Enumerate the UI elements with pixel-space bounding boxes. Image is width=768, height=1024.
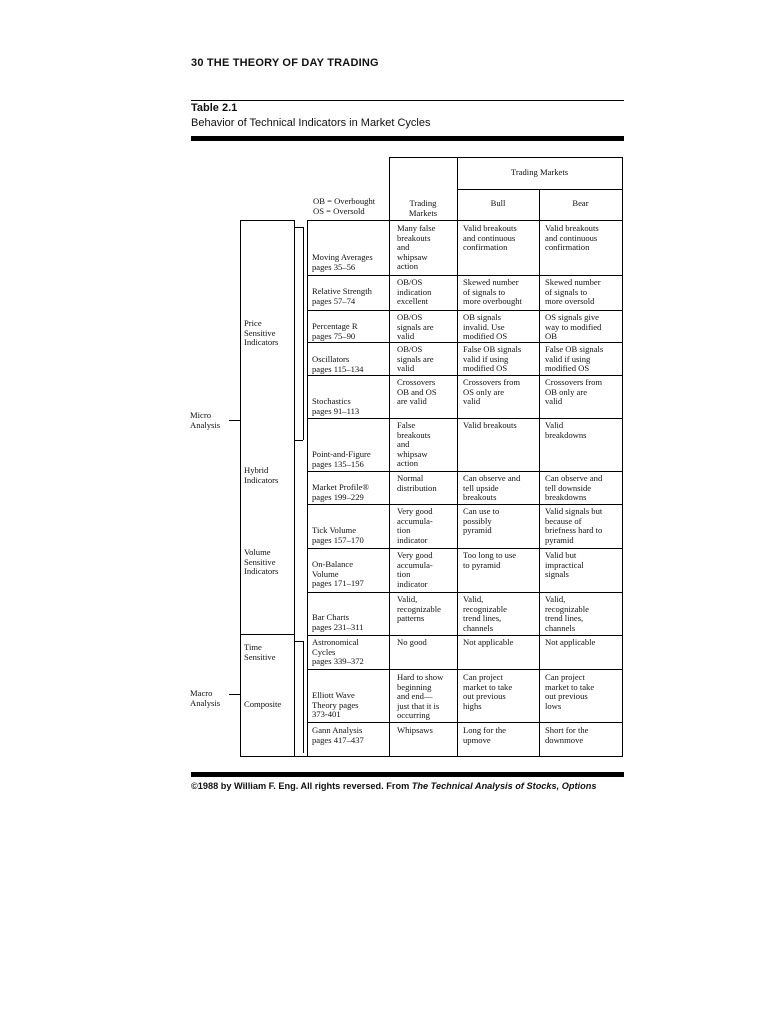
trading-markets-group-header: Trading Markets: [510, 167, 569, 177]
cell-bear: Short for the downmove: [545, 725, 589, 745]
cell-bull: Crossovers from OS only are valid: [463, 377, 521, 407]
cell-bear: Can project market to take out previous lows: [545, 672, 595, 711]
source-credit: [191, 781, 631, 791]
table-title: Behavior of Technical Indicators in Market Cycles: [191, 117, 431, 129]
hybrid-indicators-label: Hybrid Indicators: [244, 465, 279, 485]
ob-os-legend: OB = Overbought OS = Oversold: [313, 196, 376, 216]
cell-trading: False breakouts and whipsaw action: [397, 420, 431, 469]
cell-trading: Crossovers OB and OS are valid: [397, 377, 437, 407]
cell-trading: Very good accumula- tion indicator: [397, 550, 433, 589]
trading-markets-column-header: Trading Markets: [408, 198, 438, 218]
cell-bull: Can observe and tell upside breakouts: [463, 473, 521, 503]
bear-column-header: Bear: [572, 198, 589, 208]
cell-bear: Valid, recognizable trend lines, channels: [545, 594, 589, 633]
table-number: Table 2.1: [191, 102, 238, 114]
cell-trading: Many false breakouts and whipsaw action: [397, 223, 436, 272]
indicator-point-and-figure: Point-and-Figure pages 135–156: [312, 449, 371, 469]
cell-bear: Not applicable: [545, 637, 596, 647]
cell-bear: Can observe and tell downside breakdowns: [545, 473, 603, 503]
bull-column-header: Bull: [490, 198, 506, 208]
indicator-relative-strength: Relative Strength pages 57–74: [312, 286, 372, 306]
cell-trading: OB/OS signals are valid: [397, 344, 434, 374]
cell-trading: Very good accumula- tion indicator: [397, 506, 433, 545]
cell-bear: OS signals give way to modified OB: [545, 312, 602, 342]
indicator-on-balance-volume: On-Balance Volume pages 171–197: [312, 559, 364, 589]
indicator-oscillators: Oscillators pages 115–134: [312, 354, 364, 374]
cell-bull: Valid, recognizable trend lines, channels: [463, 594, 507, 633]
table-top-rule: [191, 136, 624, 141]
indicator-tick-volume: Tick Volume pages 157–170: [312, 525, 364, 545]
source-credit-text: ©1988 by William F. Eng. All rights reversed. From: [191, 781, 412, 791]
cell-trading: Whipsaws: [397, 725, 433, 735]
time-sensitive-label: Time Sensitive: [244, 642, 276, 662]
source-title: The Technical Analysis of Stocks, Options: [411, 781, 597, 791]
cell-trading: Normal distribution: [397, 473, 437, 493]
indicator-market-profile: Market Profile® pages 199–229: [312, 482, 369, 502]
cell-bull: Long for the upmove: [463, 725, 506, 745]
indicator-stochastics: Stochastics pages 91–113: [312, 396, 360, 416]
top-rule: [191, 100, 624, 101]
cell-bull: Skewed number of signals to more overbought: [463, 277, 522, 307]
cell-bear: Skewed number of signals to more oversold: [545, 277, 601, 307]
indicator-gann-analysis: Gann Analysis pages 417–437: [312, 725, 364, 745]
cell-bear: Valid signals but because of briefness hard to pyramid: [545, 506, 603, 545]
cell-bear: False OB signals valid if using modified OS: [545, 344, 604, 374]
cell-bull: Not applicable: [463, 637, 514, 647]
cell-trading: OB/OS signals are valid: [397, 312, 434, 342]
volume-sensitive-indicators-label: Volume Sensitive Indicators: [244, 547, 279, 577]
cell-bull: Valid breakouts and continuous confirmation: [463, 223, 517, 253]
cell-bull: Valid breakouts: [463, 420, 517, 430]
cell-bull: Can use to possibly pyramid: [463, 506, 500, 536]
table-bottom-rule: [191, 772, 624, 777]
micro-analysis-label: Micro Analysis: [190, 410, 221, 430]
indicator-astronomical-cycles: Astronomical Cycles pages 339–372: [312, 637, 364, 667]
cell-bear: Valid breakouts and continuous confirmation: [545, 223, 599, 253]
cell-trading: OB/OS indication excellent: [397, 277, 432, 307]
cell-bear: Valid breakdowns: [545, 420, 587, 440]
running-head: 30 THE THEORY OF DAY TRADING: [191, 57, 379, 69]
composite-label: Composite: [244, 699, 282, 709]
macro-analysis-label: Macro Analysis: [190, 688, 221, 708]
cell-bull: Too long to use to pyramid: [463, 550, 517, 570]
cell-bull: False OB signals valid if using modified OS: [463, 344, 522, 374]
price-sensitive-indicators-label: Price Sensitive Indicators: [244, 318, 279, 348]
cell-bull: OB signals invalid. Use modified OS: [463, 312, 508, 342]
cell-bear: Valid but impractical signals: [545, 550, 584, 580]
cell-bear: Crossovers from OB only are valid: [545, 377, 603, 407]
cell-trading: Hard to show beginning and end— just that it is occurring: [397, 672, 444, 721]
indicator-elliott-wave: Elliott Wave Theory pages 373-401: [312, 690, 359, 720]
cell-trading: Valid, recognizable patterns: [397, 594, 441, 624]
indicator-percentage-r: Percentage R pages 75–90: [312, 321, 358, 341]
cell-trading: No good: [397, 637, 427, 647]
cell-bull: Can project market to take out previous highs: [463, 672, 513, 711]
indicator-moving-averages: Moving Averages pages 35–56: [312, 252, 373, 272]
indicator-bar-charts: Bar Charts pages 231–311: [312, 612, 364, 632]
